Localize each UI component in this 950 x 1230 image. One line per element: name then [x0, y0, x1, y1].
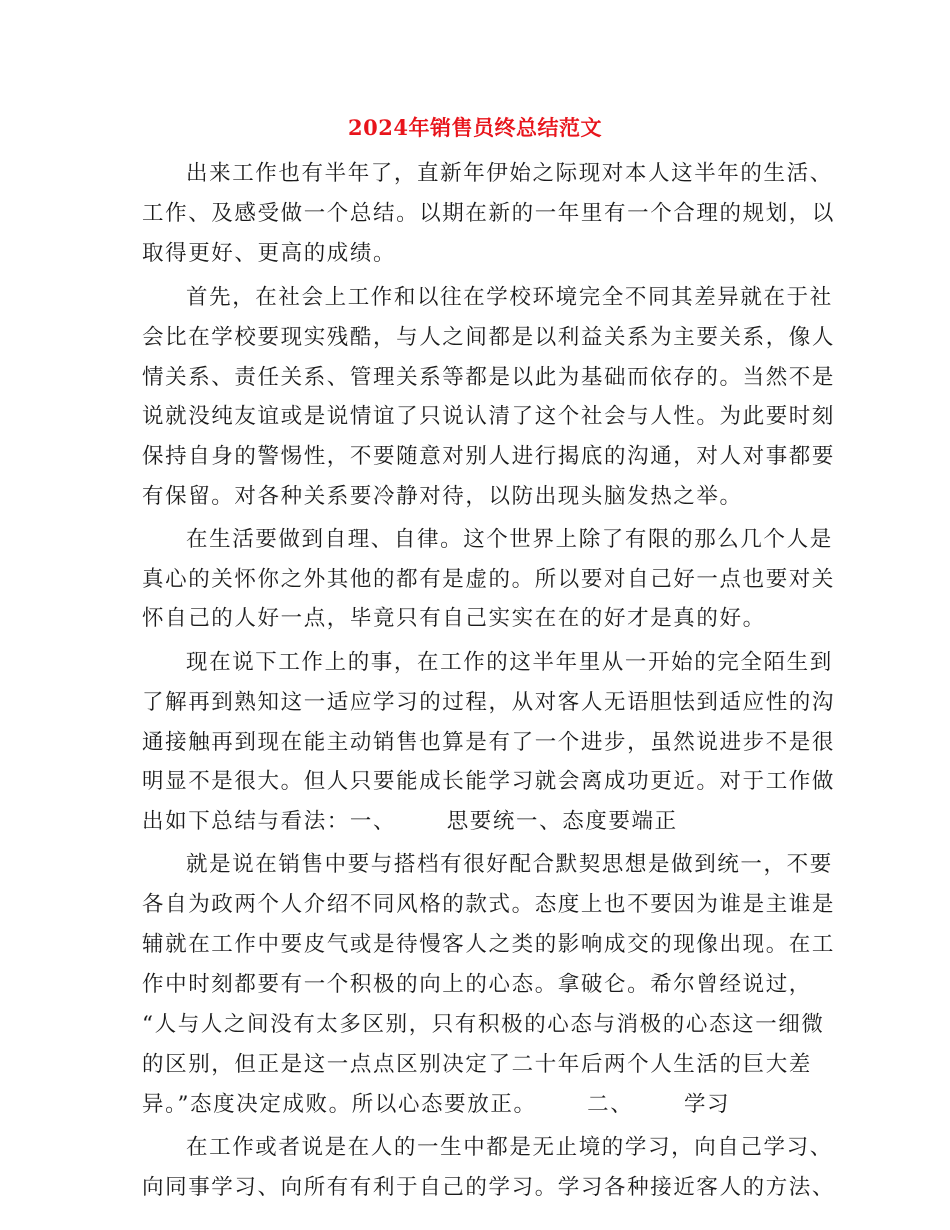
text-line: “人与人之间没有太多区别，只有积极的心态与消极的心态这一细微 — [142, 1012, 825, 1037]
text-line: 现在说下工作上的事，在工作的这半年里从一开始的完全陌生到 — [186, 650, 833, 675]
text-line: 有保留。对各种关系要冷静对待，以防出现头脑发热之举。 — [142, 484, 743, 509]
text-line: 作中时刻都要有一个积极的向上的心态。拿破仑。希尔曾经说过， — [142, 972, 812, 997]
text-line: 首先，在社会上工作和以往在学校环境完全不同其差异就在于社 — [186, 285, 833, 310]
text-line: 工作、及感受做一个总结。以期在新的一年里有一个合理的规划，以 — [142, 201, 836, 226]
text-line: 明显不是很大。但人只要能成长能学习就会离成功更近。对于工作做 — [142, 769, 836, 794]
text-line: 的区别，但正是这一点点区别决定了二十年后两个人生活的巨大差 — [142, 1052, 812, 1077]
text-line: 就是说在销售中要与搭档有很好配合默契思想是做到统一，不要 — [186, 852, 833, 877]
text-line: 出如下总结与看法：一、 思要统一、态度要端正 — [142, 809, 678, 834]
text-line: 情关系、责任关系、管理关系等都是以此为基础而依存的。当然不是 — [142, 365, 836, 390]
text-line: 辅就在工作中要皮气或是待慢客人之类的影响成交的现像出现。在工 — [142, 932, 836, 957]
text-line: 在工作或者说是在人的一生中都是无止境的学习，向自己学习、 — [186, 1135, 833, 1160]
text-line: 保持自身的警惕性，不要随意对别人进行揭底的沟通，对人对事都要 — [142, 444, 836, 469]
text-line: 了解再到熟知这一适应学习的过程，从对客人无语胆怯到适应性的沟 — [142, 690, 836, 715]
document-title: 2024年销售员终总结范文 — [348, 115, 602, 140]
text-line: 说就没纯友谊或是说情谊了只说认清了这个社会与人性。为此要时刻 — [142, 404, 836, 429]
text-line: 各自为政两个人介绍不同风格的款式。态度上也不要因为谁是主谁是 — [142, 892, 836, 917]
text-line: 出来工作也有半年了，直新年伊始之际现对本人这半年的生活、 — [186, 161, 833, 186]
text-line: 会比在学校要现实残酷，与人之间都是以利益关系为主要关系，像人 — [142, 325, 836, 350]
text-line: 通接触再到现在能主动销售也算是有了一个进步，虽然说进步不是很 — [142, 730, 836, 755]
text-line: 怀自己的人好一点，毕竟只有自己实实在在的好才是真的好。 — [142, 606, 766, 631]
text-line: 在生活要做到自理、自律。这个世界上除了有限的那么几个人是 — [186, 527, 833, 552]
text-line: 真心的关怀你之外其他的都有是虚的。所以要对自己好一点也要对关 — [142, 567, 836, 592]
text-line: 异。”态度决定成败。所以心态要放正。 二、 学习 — [142, 1092, 731, 1117]
text-line: 取得更好、更高的成绩。 — [142, 241, 397, 266]
text-line: 向同事学习、向所有有利于自己的学习。学习各种接近客人的方法、 — [142, 1175, 836, 1200]
